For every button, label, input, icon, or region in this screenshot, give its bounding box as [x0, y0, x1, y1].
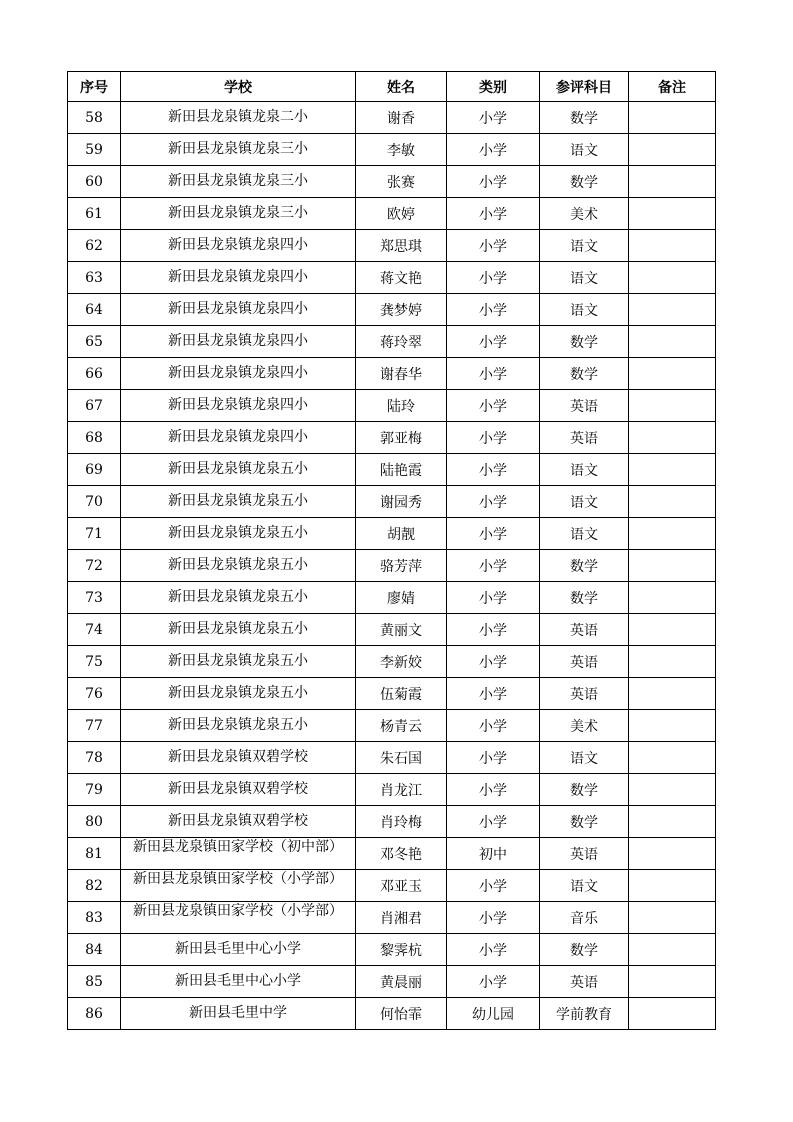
cell-school [121, 742, 356, 774]
school-text: 新田县龙泉镇龙泉五小 [168, 557, 308, 573]
cell-remark [629, 134, 716, 166]
cell-remark [629, 582, 716, 614]
table-row [68, 486, 716, 518]
table-row [68, 966, 716, 998]
cell-remark [629, 966, 716, 998]
table-row [68, 742, 716, 774]
cell-no: 83 [68, 902, 121, 934]
cell-remark [629, 902, 716, 934]
cell-remark [629, 198, 716, 230]
table-row [68, 518, 716, 550]
cell-remark [629, 838, 716, 870]
cell-subject: 语文 [540, 742, 629, 774]
cell-subject: 语文 [540, 486, 629, 518]
cell-category: 小学 [447, 134, 540, 166]
school-text: 新田县龙泉镇龙泉四小 [168, 333, 308, 349]
cell-name: 何怡霏 [356, 998, 447, 1030]
cell-no: 68 [68, 422, 121, 454]
cell-category: 小学 [447, 166, 540, 198]
school-text: 新田县龙泉镇双碧学校 [168, 813, 308, 829]
cell-name: 胡靓 [356, 518, 447, 550]
table-row [68, 998, 716, 1030]
cell-school [121, 710, 356, 742]
cell-no: 67 [68, 390, 121, 422]
table-row [68, 262, 716, 294]
cell-school [121, 230, 356, 262]
cell-name: 廖婧 [356, 582, 447, 614]
cell-no: 76 [68, 678, 121, 710]
cell-no: 75 [68, 646, 121, 678]
cell-category: 小学 [447, 582, 540, 614]
cell-no: 69 [68, 454, 121, 486]
header-remark: 备注 [629, 72, 716, 102]
cell-name: 邓冬艳 [356, 838, 447, 870]
cell-remark [629, 166, 716, 198]
cell-subject: 数学 [540, 774, 629, 806]
cell-remark [629, 646, 716, 678]
school-text: 新田县龙泉镇龙泉五小 [168, 621, 308, 637]
school-text: 新田县毛里中心小学 [175, 941, 301, 957]
cell-category: 幼儿园 [447, 998, 540, 1030]
cell-school [121, 326, 356, 358]
cell-remark [629, 358, 716, 390]
cell-no: 65 [68, 326, 121, 358]
cell-remark [629, 742, 716, 774]
table-row [68, 582, 716, 614]
cell-subject: 英语 [540, 838, 629, 870]
cell-no: 66 [68, 358, 121, 390]
table-row [68, 390, 716, 422]
cell-no: 63 [68, 262, 121, 294]
cell-school [121, 550, 356, 582]
cell-name: 杨青云 [356, 710, 447, 742]
cell-remark [629, 678, 716, 710]
cell-subject: 语文 [540, 262, 629, 294]
cell-subject: 数学 [540, 358, 629, 390]
cell-subject: 语文 [540, 870, 629, 902]
cell-name: 郑思琪 [356, 230, 447, 262]
cell-no: 74 [68, 614, 121, 646]
cell-category: 小学 [447, 422, 540, 454]
cell-subject: 数学 [540, 582, 629, 614]
cell-category: 小学 [447, 646, 540, 678]
cell-remark [629, 998, 716, 1030]
school-text: 新田县龙泉镇田家学校（小学部） [133, 870, 343, 887]
cell-category: 小学 [447, 966, 540, 998]
cell-remark [629, 486, 716, 518]
table-row [68, 646, 716, 678]
cell-name: 肖龙江 [356, 774, 447, 806]
table-row [68, 230, 716, 262]
cell-category: 小学 [447, 294, 540, 326]
cell-school [121, 166, 356, 198]
cell-subject: 数学 [540, 166, 629, 198]
school-text: 新田县龙泉镇田家学校（小学部） [133, 902, 343, 919]
cell-no: 78 [68, 742, 121, 774]
cell-subject: 美术 [540, 710, 629, 742]
table-row [68, 678, 716, 710]
cell-school [121, 198, 356, 230]
cell-school [121, 646, 356, 678]
table-row [68, 550, 716, 582]
cell-no: 73 [68, 582, 121, 614]
cell-no: 80 [68, 806, 121, 838]
cell-subject: 英语 [540, 966, 629, 998]
cell-remark [629, 934, 716, 966]
cell-school [121, 390, 356, 422]
table-row [68, 358, 716, 390]
cell-name: 蒋玲翠 [356, 326, 447, 358]
cell-category: 小学 [447, 102, 540, 134]
cell-category: 小学 [447, 934, 540, 966]
header-school: 学校 [121, 72, 356, 102]
school-text: 新田县龙泉镇田家学校（初中部） [133, 838, 343, 855]
cell-school [121, 422, 356, 454]
school-text: 新田县毛里中学 [189, 1005, 287, 1021]
cell-no: 70 [68, 486, 121, 518]
cell-remark [629, 710, 716, 742]
cell-remark [629, 614, 716, 646]
table-row [68, 614, 716, 646]
school-text: 新田县毛里中心小学 [175, 973, 301, 989]
cell-school [121, 902, 356, 934]
cell-category: 小学 [447, 326, 540, 358]
cell-name: 陆玲 [356, 390, 447, 422]
cell-school [121, 134, 356, 166]
cell-no: 59 [68, 134, 121, 166]
cell-name: 黄晨丽 [356, 966, 447, 998]
school-text: 新田县龙泉镇龙泉三小 [168, 173, 308, 189]
school-text: 新田县龙泉镇龙泉五小 [168, 717, 308, 733]
school-text: 新田县龙泉镇龙泉四小 [168, 365, 308, 381]
table-row [68, 166, 716, 198]
cell-category: 小学 [447, 454, 540, 486]
cell-name: 李敏 [356, 134, 447, 166]
cell-no: 60 [68, 166, 121, 198]
table-row [68, 326, 716, 358]
cell-category: 小学 [447, 518, 540, 550]
table-row [68, 454, 716, 486]
cell-remark [629, 230, 716, 262]
school-text: 新田县龙泉镇龙泉四小 [168, 301, 308, 317]
cell-remark [629, 422, 716, 454]
cell-school [121, 678, 356, 710]
cell-subject: 数学 [540, 934, 629, 966]
cell-subject: 英语 [540, 614, 629, 646]
cell-school [121, 294, 356, 326]
school-text: 新田县龙泉镇龙泉五小 [168, 685, 308, 701]
cell-subject: 数学 [540, 806, 629, 838]
cell-remark [629, 390, 716, 422]
header-name: 姓名 [356, 72, 447, 102]
cell-no: 79 [68, 774, 121, 806]
school-text: 新田县龙泉镇龙泉五小 [168, 589, 308, 605]
table-row [68, 774, 716, 806]
cell-subject: 数学 [540, 550, 629, 582]
school-text: 新田县龙泉镇龙泉四小 [168, 269, 308, 285]
school-text: 新田县龙泉镇龙泉四小 [168, 429, 308, 445]
cell-category: 小学 [447, 486, 540, 518]
cell-category: 小学 [447, 390, 540, 422]
table-row [68, 934, 716, 966]
cell-name: 欧婷 [356, 198, 447, 230]
cell-no: 64 [68, 294, 121, 326]
roster-table [67, 71, 716, 1030]
cell-remark [629, 550, 716, 582]
school-text: 新田县龙泉镇龙泉五小 [168, 525, 308, 541]
cell-category: 小学 [447, 262, 540, 294]
cell-name: 谢春华 [356, 358, 447, 390]
header-no: 序号 [68, 72, 121, 102]
cell-school [121, 486, 356, 518]
cell-name: 郭亚梅 [356, 422, 447, 454]
cell-no: 72 [68, 550, 121, 582]
cell-name: 张赛 [356, 166, 447, 198]
cell-school [121, 582, 356, 614]
school-text: 新田县龙泉镇双碧学校 [168, 749, 308, 765]
table-row [68, 198, 716, 230]
table-row [68, 838, 716, 870]
cell-name: 李新姣 [356, 646, 447, 678]
cell-school [121, 262, 356, 294]
table-header [68, 72, 716, 102]
header-row [68, 72, 716, 102]
cell-remark [629, 870, 716, 902]
cell-category: 小学 [447, 742, 540, 774]
cell-subject: 语文 [540, 454, 629, 486]
table-row [68, 902, 716, 934]
cell-remark [629, 454, 716, 486]
cell-category: 小学 [447, 870, 540, 902]
cell-name: 黄丽文 [356, 614, 447, 646]
table-row [68, 870, 716, 902]
cell-remark [629, 294, 716, 326]
cell-no: 61 [68, 198, 121, 230]
cell-no: 85 [68, 966, 121, 998]
cell-category: 小学 [447, 902, 540, 934]
cell-subject: 学前教育 [540, 998, 629, 1030]
cell-no: 62 [68, 230, 121, 262]
cell-subject: 语文 [540, 134, 629, 166]
cell-school [121, 966, 356, 998]
cell-subject: 英语 [540, 390, 629, 422]
school-text: 新田县龙泉镇双碧学校 [168, 781, 308, 797]
cell-remark [629, 518, 716, 550]
cell-name: 肖湘君 [356, 902, 447, 934]
cell-no: 58 [68, 102, 121, 134]
cell-category: 小学 [447, 358, 540, 390]
cell-name: 谢香 [356, 102, 447, 134]
cell-school [121, 806, 356, 838]
table-row [68, 294, 716, 326]
cell-category: 小学 [447, 678, 540, 710]
cell-school [121, 358, 356, 390]
school-text: 新田县龙泉镇龙泉四小 [168, 237, 308, 253]
cell-school [121, 838, 356, 870]
cell-no: 71 [68, 518, 121, 550]
cell-category: 小学 [447, 774, 540, 806]
cell-category: 小学 [447, 230, 540, 262]
cell-name: 伍菊霞 [356, 678, 447, 710]
cell-remark [629, 102, 716, 134]
cell-no: 86 [68, 998, 121, 1030]
header-subject: 参评科目 [540, 72, 629, 102]
school-text: 新田县龙泉镇龙泉二小 [168, 109, 308, 125]
cell-remark [629, 774, 716, 806]
cell-school [121, 934, 356, 966]
cell-school [121, 454, 356, 486]
cell-remark [629, 326, 716, 358]
cell-school [121, 102, 356, 134]
table-body [68, 102, 716, 1030]
table-row [68, 102, 716, 134]
cell-name: 谢园秀 [356, 486, 447, 518]
school-text: 新田县龙泉镇龙泉五小 [168, 461, 308, 477]
cell-no: 82 [68, 870, 121, 902]
cell-name: 龚梦婷 [356, 294, 447, 326]
cell-category: 初中 [447, 838, 540, 870]
cell-name: 肖玲梅 [356, 806, 447, 838]
cell-school [121, 774, 356, 806]
table-row [68, 422, 716, 454]
cell-school [121, 998, 356, 1030]
cell-school [121, 518, 356, 550]
cell-name: 朱石国 [356, 742, 447, 774]
cell-subject: 英语 [540, 678, 629, 710]
cell-subject: 语文 [540, 230, 629, 262]
school-text: 新田县龙泉镇龙泉四小 [168, 397, 308, 413]
cell-subject: 数学 [540, 326, 629, 358]
cell-category: 小学 [447, 614, 540, 646]
school-text: 新田县龙泉镇龙泉三小 [168, 141, 308, 157]
cell-subject: 音乐 [540, 902, 629, 934]
cell-subject: 英语 [540, 646, 629, 678]
cell-no: 81 [68, 838, 121, 870]
cell-school [121, 870, 356, 902]
cell-no: 77 [68, 710, 121, 742]
cell-subject: 语文 [540, 518, 629, 550]
cell-name: 蒋文艳 [356, 262, 447, 294]
cell-name: 陆艳霞 [356, 454, 447, 486]
header-category: 类别 [447, 72, 540, 102]
cell-name: 骆芳萍 [356, 550, 447, 582]
cell-subject: 英语 [540, 422, 629, 454]
cell-remark [629, 262, 716, 294]
cell-subject: 美术 [540, 198, 629, 230]
cell-remark [629, 806, 716, 838]
cell-name: 邓亚玉 [356, 870, 447, 902]
cell-subject: 语文 [540, 294, 629, 326]
table-row [68, 806, 716, 838]
cell-category: 小学 [447, 710, 540, 742]
cell-category: 小学 [447, 806, 540, 838]
cell-name: 黎霁杭 [356, 934, 447, 966]
table-row [68, 710, 716, 742]
school-text: 新田县龙泉镇龙泉三小 [168, 205, 308, 221]
cell-school [121, 614, 356, 646]
school-text: 新田县龙泉镇龙泉五小 [168, 653, 308, 669]
cell-category: 小学 [447, 550, 540, 582]
cell-subject: 数学 [540, 102, 629, 134]
cell-no: 84 [68, 934, 121, 966]
cell-category: 小学 [447, 198, 540, 230]
table-row [68, 134, 716, 166]
school-text: 新田县龙泉镇龙泉五小 [168, 493, 308, 509]
